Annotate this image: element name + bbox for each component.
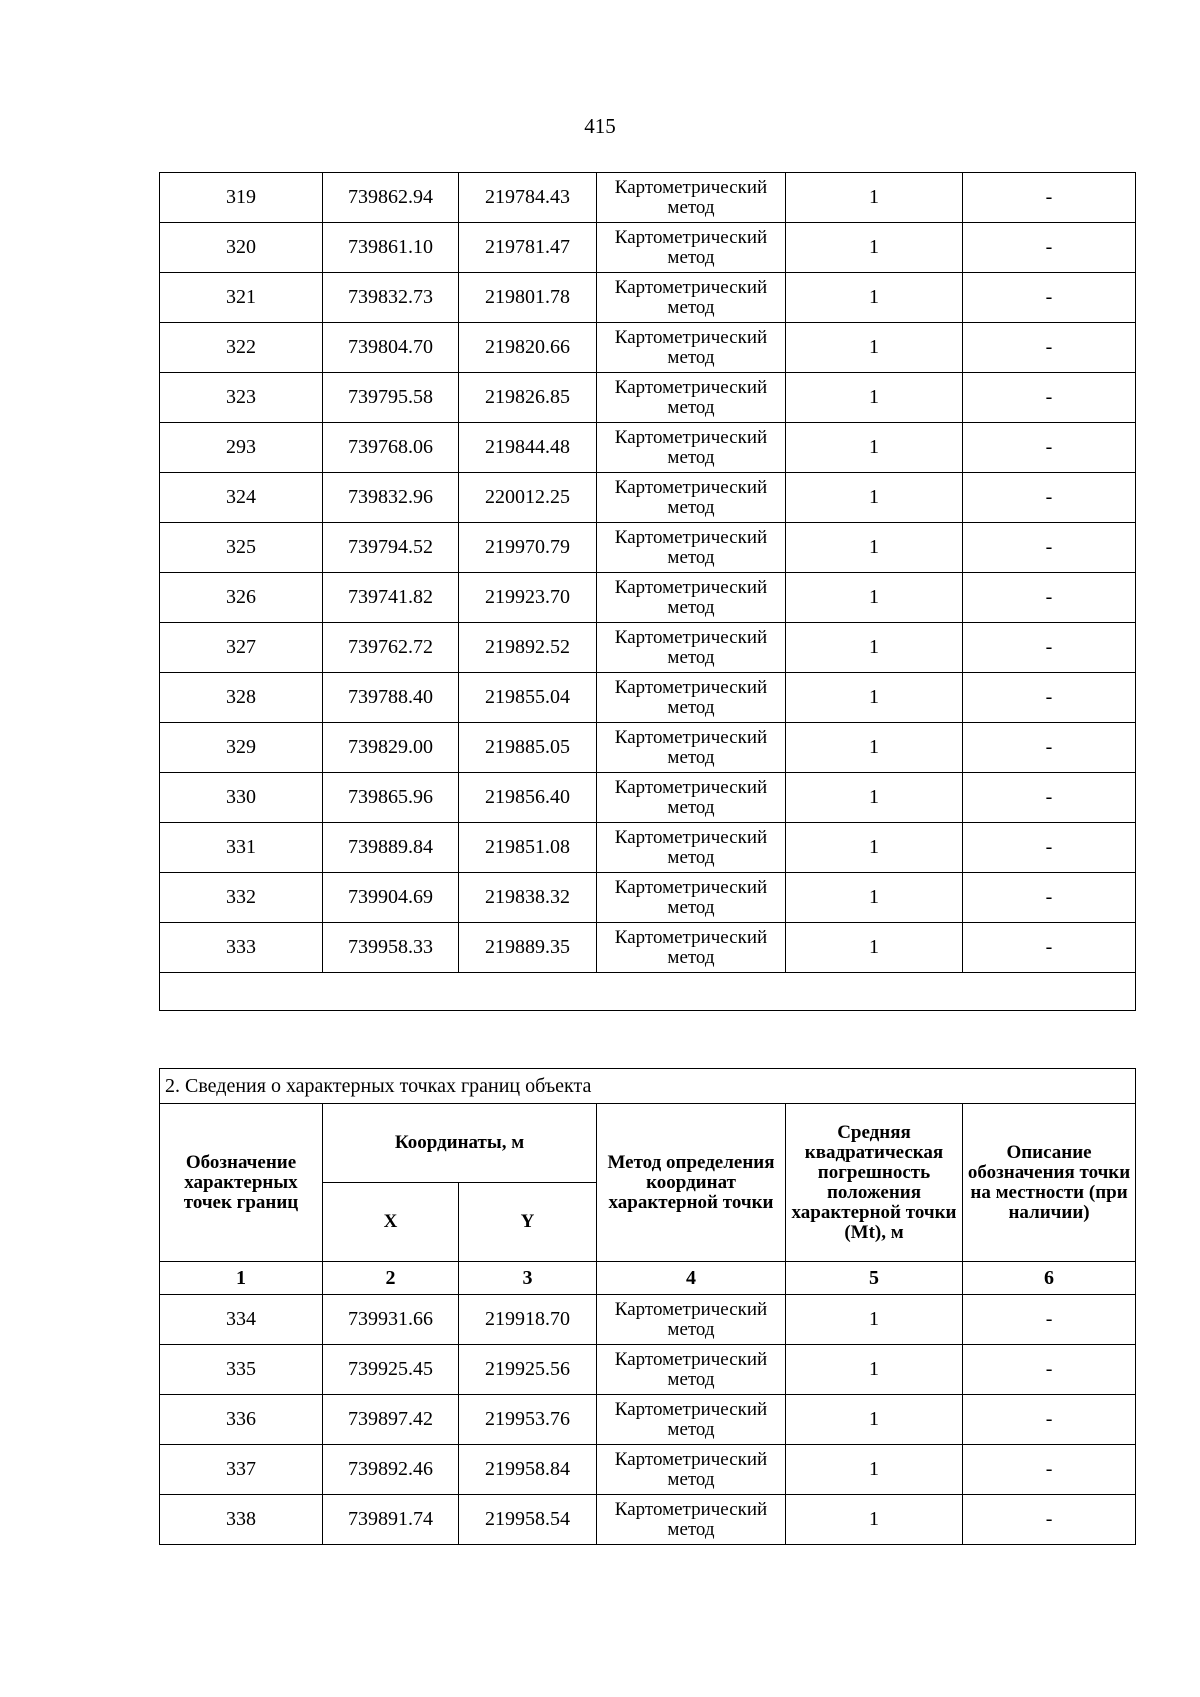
description-cell: - <box>963 273 1136 323</box>
header-description: Описание обозначения точки на местности (при наличии) <box>963 1104 1136 1262</box>
method-cell: Картометрический метод <box>597 473 786 523</box>
y-coordinate-cell: 219784.43 <box>459 173 597 223</box>
point-id-cell: 330 <box>160 773 323 823</box>
column-number: 4 <box>597 1262 786 1295</box>
y-coordinate-cell: 219856.40 <box>459 773 597 823</box>
y-coordinate-cell: 219958.54 <box>459 1495 597 1545</box>
method-cell: Картометрический метод <box>597 1395 786 1445</box>
point-id-cell: 325 <box>160 523 323 573</box>
y-coordinate-cell: 219970.79 <box>459 523 597 573</box>
accuracy-cell: 1 <box>786 373 963 423</box>
method-cell: Картометрический метод <box>597 1295 786 1345</box>
description-cell: - <box>963 1445 1136 1495</box>
description-cell: - <box>963 423 1136 473</box>
y-coordinate-cell: 219838.32 <box>459 873 597 923</box>
x-coordinate-cell: 739832.96 <box>323 473 459 523</box>
description-cell: - <box>963 873 1136 923</box>
description-cell: - <box>963 1345 1136 1395</box>
table-row <box>160 823 1136 873</box>
method-cell: Картометрический метод <box>597 1445 786 1495</box>
accuracy-cell: 1 <box>786 723 963 773</box>
accuracy-cell: 1 <box>786 523 963 573</box>
description-cell: - <box>963 773 1136 823</box>
x-coordinate-cell: 739925.45 <box>323 1345 459 1395</box>
point-id-cell: 326 <box>160 573 323 623</box>
accuracy-cell: 1 <box>786 1395 963 1445</box>
method-cell: Картометрический метод <box>597 373 786 423</box>
x-coordinate-cell: 739788.40 <box>323 673 459 723</box>
x-coordinate-cell: 739762.72 <box>323 623 459 673</box>
accuracy-cell: 1 <box>786 173 963 223</box>
description-cell: - <box>963 823 1136 873</box>
accuracy-cell: 1 <box>786 573 963 623</box>
y-coordinate-cell: 219855.04 <box>459 673 597 723</box>
method-cell: Картометрический метод <box>597 923 786 973</box>
table-row <box>160 173 1136 223</box>
method-cell: Картометрический метод <box>597 673 786 723</box>
section-title-row <box>160 1069 1136 1104</box>
y-coordinate-cell: 219923.70 <box>459 573 597 623</box>
y-coordinate-cell: 219801.78 <box>459 273 597 323</box>
x-coordinate-cell: 739795.58 <box>323 373 459 423</box>
accuracy-cell: 1 <box>786 623 963 673</box>
table-row <box>160 523 1136 573</box>
table-row <box>160 723 1136 773</box>
x-coordinate-cell: 739931.66 <box>323 1295 459 1345</box>
method-cell: Картометрический метод <box>597 223 786 273</box>
x-coordinate-cell: 739768.06 <box>323 423 459 473</box>
point-id-cell: 331 <box>160 823 323 873</box>
table-row <box>160 423 1136 473</box>
x-coordinate-cell: 739829.00 <box>323 723 459 773</box>
column-number: 2 <box>323 1262 459 1295</box>
description-cell: - <box>963 223 1136 273</box>
point-id-cell: 333 <box>160 923 323 973</box>
header-accuracy: Средняя квадратическая погрешность положения характерной точки (Mt), м <box>786 1104 963 1262</box>
point-id-cell: 323 <box>160 373 323 423</box>
table-empty-row <box>160 973 1136 1011</box>
table-row <box>160 1345 1136 1395</box>
header-y: Y <box>459 1183 597 1262</box>
section-title: 2. Сведения о характерных точках границ объекта <box>160 1069 1136 1104</box>
description-cell: - <box>963 523 1136 573</box>
description-cell: - <box>963 1395 1136 1445</box>
accuracy-cell: 1 <box>786 923 963 973</box>
header-method: Метод определения координат характерной точки <box>597 1104 786 1262</box>
point-id-cell: 337 <box>160 1445 323 1495</box>
x-coordinate-cell: 739804.70 <box>323 323 459 373</box>
point-id-cell: 328 <box>160 673 323 723</box>
point-id-cell: 324 <box>160 473 323 523</box>
method-cell: Картометрический метод <box>597 1495 786 1545</box>
method-cell: Картометрический метод <box>597 823 786 873</box>
method-cell: Картометрический метод <box>597 723 786 773</box>
description-cell: - <box>963 473 1136 523</box>
table-row <box>160 873 1136 923</box>
point-id-cell: 293 <box>160 423 323 473</box>
boundary-points-table <box>159 1068 1136 1545</box>
x-coordinate-cell: 739958.33 <box>323 923 459 973</box>
method-cell: Картометрический метод <box>597 623 786 673</box>
table-row <box>160 323 1136 373</box>
column-number: 5 <box>786 1262 963 1295</box>
points-table-continued <box>159 172 1136 1011</box>
accuracy-cell: 1 <box>786 1295 963 1345</box>
accuracy-cell: 1 <box>786 1445 963 1495</box>
description-cell: - <box>963 373 1136 423</box>
method-cell: Картометрический метод <box>597 573 786 623</box>
description-cell: - <box>963 323 1136 373</box>
header-designation: Обозначение характерных точек границ <box>160 1104 323 1262</box>
accuracy-cell: 1 <box>786 423 963 473</box>
point-id-cell: 327 <box>160 623 323 673</box>
method-cell: Картометрический метод <box>597 323 786 373</box>
table-row <box>160 273 1136 323</box>
x-coordinate-cell: 739889.84 <box>323 823 459 873</box>
point-id-cell: 322 <box>160 323 323 373</box>
description-cell: - <box>963 623 1136 673</box>
table-row <box>160 623 1136 673</box>
accuracy-cell: 1 <box>786 323 963 373</box>
method-cell: Картометрический метод <box>597 423 786 473</box>
x-coordinate-cell: 739865.96 <box>323 773 459 823</box>
column-number: 1 <box>160 1262 323 1295</box>
accuracy-cell: 1 <box>786 473 963 523</box>
table-row <box>160 1395 1136 1445</box>
accuracy-cell: 1 <box>786 223 963 273</box>
y-coordinate-cell: 219885.05 <box>459 723 597 773</box>
description-cell: - <box>963 173 1136 223</box>
header-coordinates: Координаты, м <box>323 1104 597 1183</box>
point-id-cell: 320 <box>160 223 323 273</box>
point-id-cell: 332 <box>160 873 323 923</box>
method-cell: Картометрический метод <box>597 273 786 323</box>
description-cell: - <box>963 573 1136 623</box>
column-number: 6 <box>963 1262 1136 1295</box>
table-row <box>160 573 1136 623</box>
table-row <box>160 773 1136 823</box>
column-number: 3 <box>459 1262 597 1295</box>
column-number-row <box>160 1262 1136 1295</box>
point-id-cell: 334 <box>160 1295 323 1345</box>
header-x: X <box>323 1183 459 1262</box>
method-cell: Картометрический метод <box>597 773 786 823</box>
table-row <box>160 373 1136 423</box>
x-coordinate-cell: 739741.82 <box>323 573 459 623</box>
y-coordinate-cell: 219826.85 <box>459 373 597 423</box>
description-cell: - <box>963 1495 1136 1545</box>
table-row <box>160 1295 1136 1345</box>
accuracy-cell: 1 <box>786 273 963 323</box>
table-row <box>160 473 1136 523</box>
y-coordinate-cell: 220012.25 <box>459 473 597 523</box>
accuracy-cell: 1 <box>786 673 963 723</box>
method-cell: Картометрический метод <box>597 873 786 923</box>
point-id-cell: 335 <box>160 1345 323 1395</box>
table-row <box>160 1445 1136 1495</box>
x-coordinate-cell: 739891.74 <box>323 1495 459 1545</box>
x-coordinate-cell: 739862.94 <box>323 173 459 223</box>
method-cell: Картометрический метод <box>597 523 786 573</box>
y-coordinate-cell: 219918.70 <box>459 1295 597 1345</box>
table-row <box>160 673 1136 723</box>
header-row <box>160 1104 1136 1183</box>
y-coordinate-cell: 219844.48 <box>459 423 597 473</box>
x-coordinate-cell: 739861.10 <box>323 223 459 273</box>
point-id-cell: 321 <box>160 273 323 323</box>
empty-cell <box>160 973 1136 1011</box>
y-coordinate-cell: 219820.66 <box>459 323 597 373</box>
x-coordinate-cell: 739794.52 <box>323 523 459 573</box>
point-id-cell: 338 <box>160 1495 323 1545</box>
x-coordinate-cell: 739892.46 <box>323 1445 459 1495</box>
table-row <box>160 923 1136 973</box>
method-cell: Картометрический метод <box>597 173 786 223</box>
y-coordinate-cell: 219892.52 <box>459 623 597 673</box>
y-coordinate-cell: 219953.76 <box>459 1395 597 1445</box>
description-cell: - <box>963 923 1136 973</box>
point-id-cell: 336 <box>160 1395 323 1445</box>
y-coordinate-cell: 219781.47 <box>459 223 597 273</box>
point-id-cell: 319 <box>160 173 323 223</box>
accuracy-cell: 1 <box>786 773 963 823</box>
description-cell: - <box>963 673 1136 723</box>
accuracy-cell: 1 <box>786 1495 963 1545</box>
table-row <box>160 223 1136 273</box>
point-id-cell: 329 <box>160 723 323 773</box>
x-coordinate-cell: 739897.42 <box>323 1395 459 1445</box>
description-cell: - <box>963 1295 1136 1345</box>
table-row <box>160 1495 1136 1545</box>
page-number: 415 <box>584 114 616 138</box>
accuracy-cell: 1 <box>786 1345 963 1395</box>
method-cell: Картометрический метод <box>597 1345 786 1395</box>
accuracy-cell: 1 <box>786 823 963 873</box>
x-coordinate-cell: 739832.73 <box>323 273 459 323</box>
y-coordinate-cell: 219851.08 <box>459 823 597 873</box>
x-coordinate-cell: 739904.69 <box>323 873 459 923</box>
y-coordinate-cell: 219925.56 <box>459 1345 597 1395</box>
accuracy-cell: 1 <box>786 873 963 923</box>
y-coordinate-cell: 219958.84 <box>459 1445 597 1495</box>
y-coordinate-cell: 219889.35 <box>459 923 597 973</box>
description-cell: - <box>963 723 1136 773</box>
